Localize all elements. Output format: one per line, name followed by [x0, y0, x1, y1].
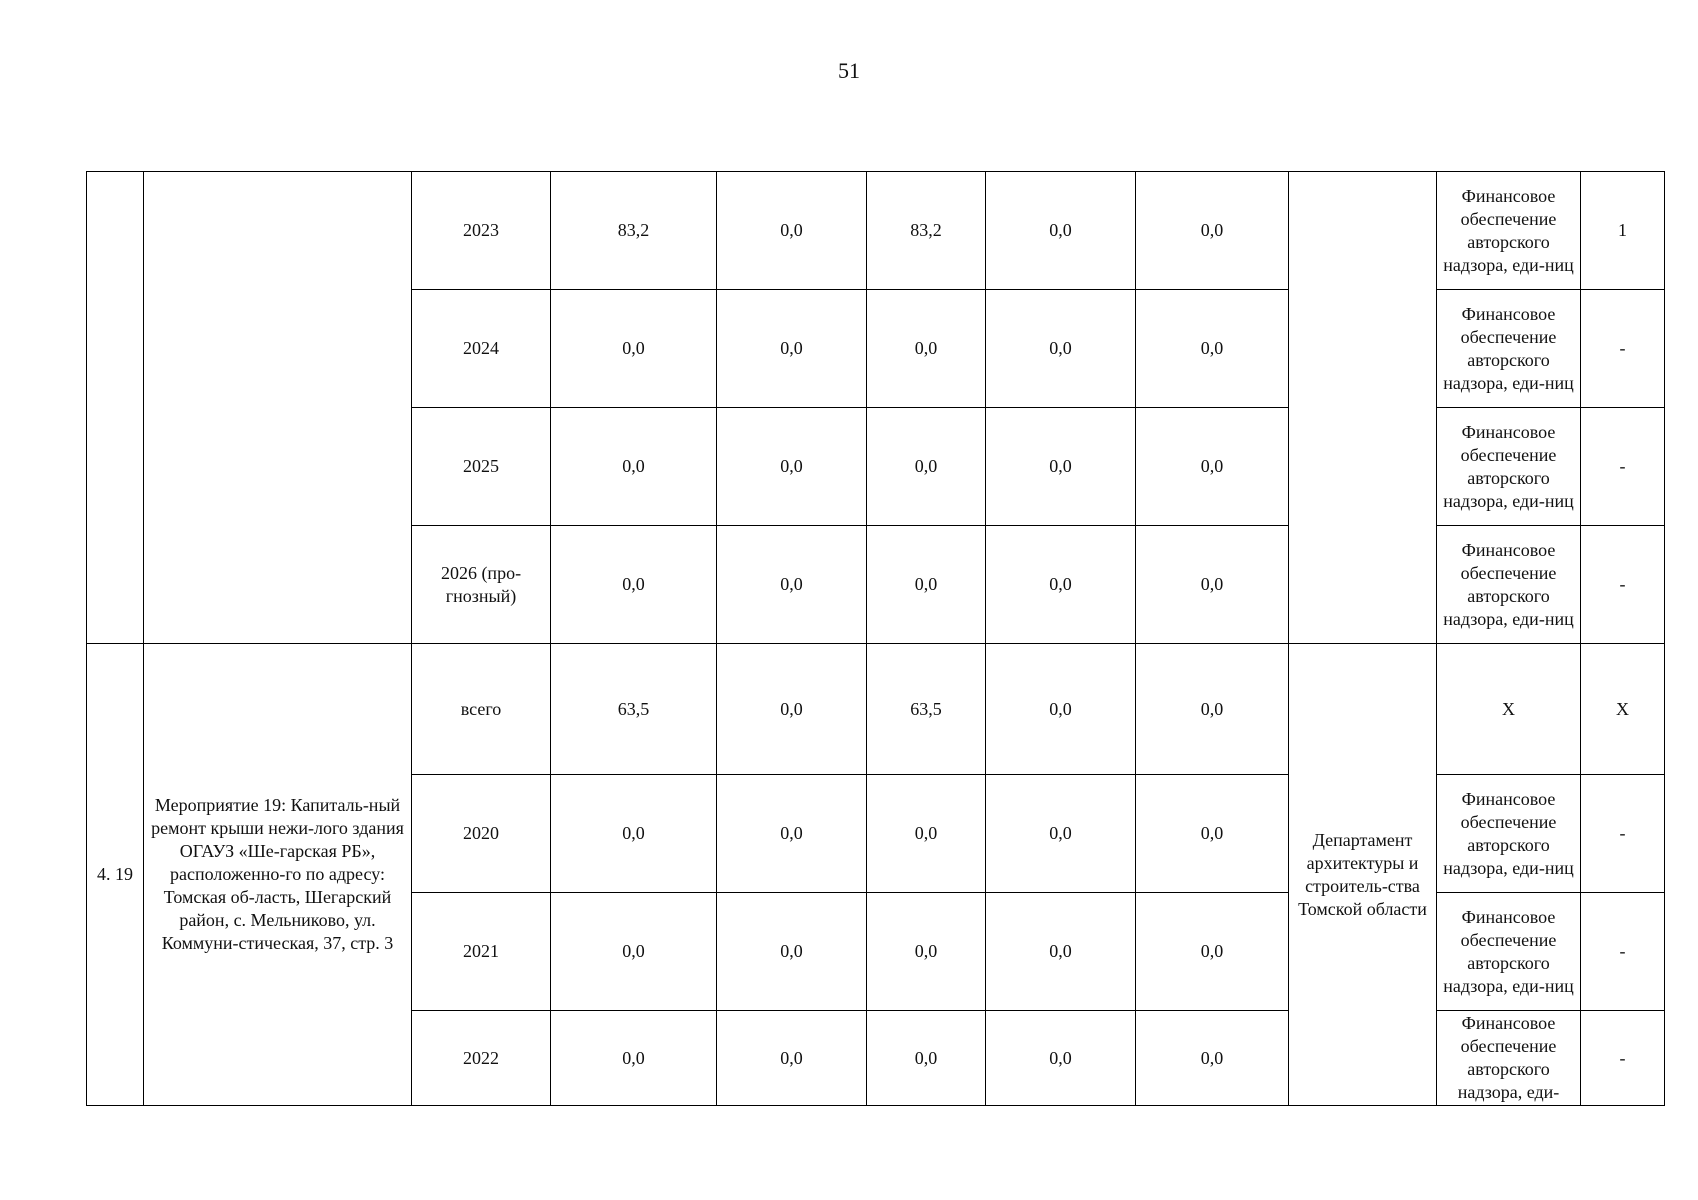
- other-cell: 0,0: [1136, 893, 1289, 1011]
- local-cell: 0,0: [986, 408, 1136, 526]
- indicator-value-cell: -: [1581, 893, 1665, 1011]
- indicator-value-cell: -: [1581, 290, 1665, 408]
- regional-cell: 0,0: [867, 526, 986, 644]
- regional-cell: 83,2: [867, 172, 986, 290]
- local-cell: 0,0: [986, 775, 1136, 893]
- other-cell: 0,0: [1136, 172, 1289, 290]
- year-cell: 2026 (про-гнозный): [412, 526, 551, 644]
- regional-cell: 0,0: [867, 290, 986, 408]
- local-cell: 0,0: [986, 290, 1136, 408]
- measure-number: 4. 19: [87, 644, 144, 1106]
- indicator-value-cell: 1: [1581, 172, 1665, 290]
- other-cell: 0,0: [1136, 408, 1289, 526]
- local-cell: 0,0: [986, 172, 1136, 290]
- regional-cell: 63,5: [867, 644, 986, 775]
- federal-cell: 0,0: [717, 893, 867, 1011]
- local-cell: 0,0: [986, 644, 1136, 775]
- indicator-cell: Финансовое обеспечение авторского надзора, еди-: [1437, 1011, 1581, 1106]
- federal-cell: 0,0: [717, 408, 867, 526]
- indicator-value-cell: -: [1581, 408, 1665, 526]
- table-row: [87, 172, 1665, 290]
- indicator-cell: Финансовое обеспечение авторского надзора, еди-ниц: [1437, 526, 1581, 644]
- federal-cell: 0,0: [717, 1011, 867, 1106]
- indicator-value-cell: -: [1581, 775, 1665, 893]
- year-cell: 2022: [412, 1011, 551, 1106]
- other-cell: 0,0: [1136, 290, 1289, 408]
- description-cell-empty: [144, 172, 412, 644]
- year-cell: 2020: [412, 775, 551, 893]
- total-cell: 63,5: [551, 644, 717, 775]
- total-cell: 0,0: [551, 526, 717, 644]
- indicator-cell: Финансовое обеспечение авторского надзора, еди-ниц: [1437, 172, 1581, 290]
- other-cell: 0,0: [1136, 775, 1289, 893]
- regional-cell: 0,0: [867, 775, 986, 893]
- regional-cell: 0,0: [867, 1011, 986, 1106]
- other-cell: 0,0: [1136, 1011, 1289, 1106]
- federal-cell: 0,0: [717, 644, 867, 775]
- indicator-cell: Финансовое обеспечение авторского надзора, еди-ниц: [1437, 408, 1581, 526]
- federal-cell: 0,0: [717, 526, 867, 644]
- local-cell: 0,0: [986, 526, 1136, 644]
- indicator-value-cell: -: [1581, 1011, 1665, 1106]
- indicator-cell: Финансовое обеспечение авторского надзора, еди-ниц: [1437, 775, 1581, 893]
- responsible-executor: Департамент архитектуры и строитель-ства Томской области: [1289, 644, 1437, 1106]
- total-cell: 0,0: [551, 893, 717, 1011]
- indicator-value-cell: -: [1581, 526, 1665, 644]
- federal-cell: 0,0: [717, 290, 867, 408]
- indicator-cell: X: [1437, 644, 1581, 775]
- total-cell: 0,0: [551, 1011, 717, 1106]
- indicator-cell: Финансовое обеспечение авторского надзора, еди-ниц: [1437, 290, 1581, 408]
- regional-cell: 0,0: [867, 408, 986, 526]
- indicator-cell: Финансовое обеспечение авторского надзора, еди-ниц: [1437, 893, 1581, 1011]
- number-cell-empty: [87, 172, 144, 644]
- total-cell: 0,0: [551, 408, 717, 526]
- other-cell: 0,0: [1136, 644, 1289, 775]
- responsible-cell-empty: [1289, 172, 1437, 644]
- year-cell: 2021: [412, 893, 551, 1011]
- financing-table: [86, 171, 1665, 1106]
- total-cell: 83,2: [551, 172, 717, 290]
- measure-description: Мероприятие 19: Капиталь-ный ремонт крыши нежи-лого здания ОГАУЗ «Ше-гарская РБ», расположенно-го по адресу: Томская об-ласть, Шегарский район, с. Мельниково, ул. Коммуни-стическая, 37, стр. 3: [144, 644, 412, 1106]
- local-cell: 0,0: [986, 1011, 1136, 1106]
- year-cell: 2023: [412, 172, 551, 290]
- federal-cell: 0,0: [717, 775, 867, 893]
- other-cell: 0,0: [1136, 526, 1289, 644]
- page-number: 51: [838, 58, 860, 83]
- regional-cell: 0,0: [867, 893, 986, 1011]
- total-cell: 0,0: [551, 290, 717, 408]
- year-cell: 2024: [412, 290, 551, 408]
- year-cell: 2025: [412, 408, 551, 526]
- federal-cell: 0,0: [717, 172, 867, 290]
- local-cell: 0,0: [986, 893, 1136, 1011]
- table-row: [87, 644, 1665, 775]
- total-cell: 0,0: [551, 775, 717, 893]
- year-cell: всего: [412, 644, 551, 775]
- indicator-value-cell: X: [1581, 644, 1665, 775]
